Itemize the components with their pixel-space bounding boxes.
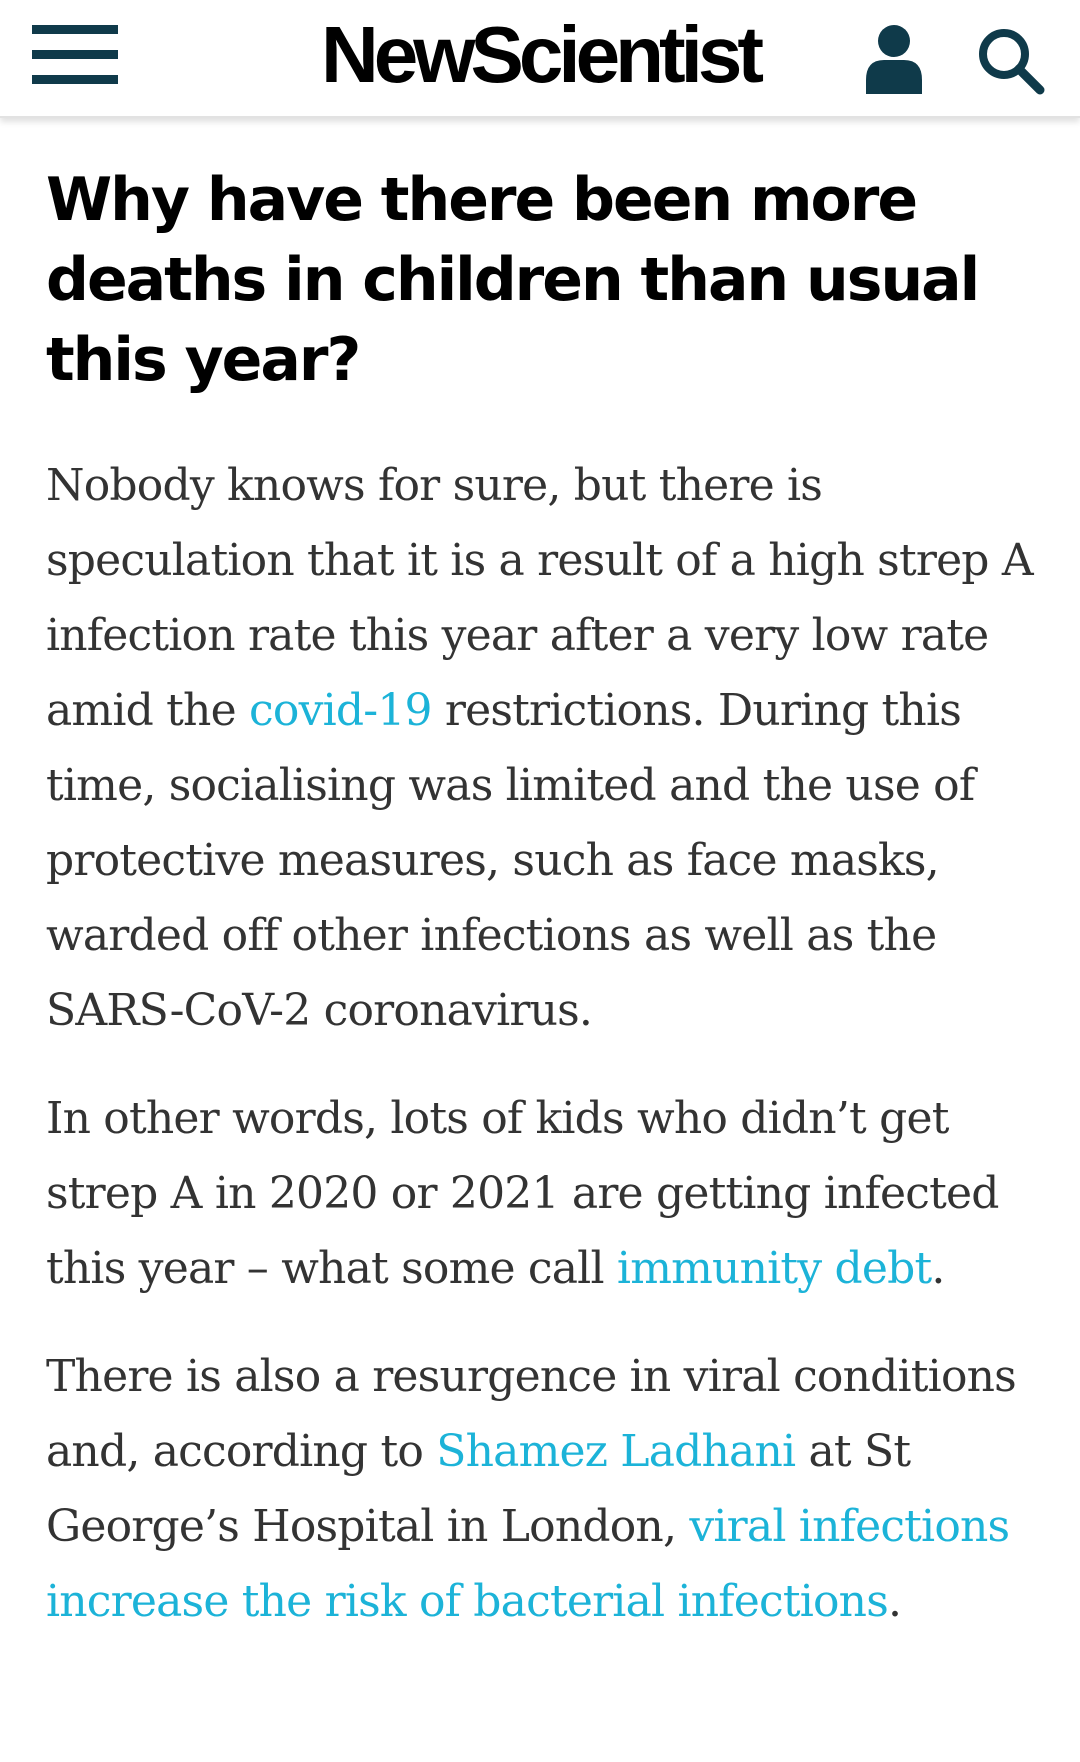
paragraph-text: . xyxy=(931,1243,945,1294)
paragraph-text: Nobody knows for sure, but there is speculation that it is a result of a high strep A infection rate this year after a very low rate amid the xyxy=(46,460,1033,736)
paragraph-text: There is also a resurgence in viral conditions and, according to xyxy=(46,1351,1016,1477)
article xyxy=(46,160,1046,1639)
paragraph-text: restrictions. During this time, socialising was limited and the use of protective measures, such as face masks, warded off other infections as well as the SARS-CoV-2 coronavirus. xyxy=(46,685,975,1036)
site-logo[interactable]: NewScientist xyxy=(321,10,759,99)
article-paragraph-3 xyxy=(46,1339,1046,1639)
article-paragraph-2 xyxy=(46,1081,1046,1306)
immunity-debt-link[interactable]: immunity debt xyxy=(616,1243,932,1294)
hamburger-menu-icon[interactable] xyxy=(32,25,118,85)
covid-19-link[interactable]: covid-19 xyxy=(249,685,432,736)
site-header xyxy=(0,0,1080,118)
paragraph-text: In other words, lots of kids who didn’t get strep A in 2020 or 2021 are getting infected this year – what some call xyxy=(46,1093,999,1294)
shamez-ladhani-link[interactable]: Shamez Ladhani xyxy=(436,1426,796,1477)
paragraph-text: . xyxy=(888,1576,902,1627)
article-paragraph-1 xyxy=(46,448,1046,1048)
paragraph-text: at St George’s Hospital in London, xyxy=(46,1426,911,1552)
search-icon[interactable] xyxy=(976,26,1046,96)
viral-infections-link[interactable]: viral infections increase the risk of bacterial infections xyxy=(46,1501,1010,1627)
article-headline: Why have there been more deaths in children than usual this year? xyxy=(46,165,979,395)
user-icon[interactable] xyxy=(864,24,924,94)
